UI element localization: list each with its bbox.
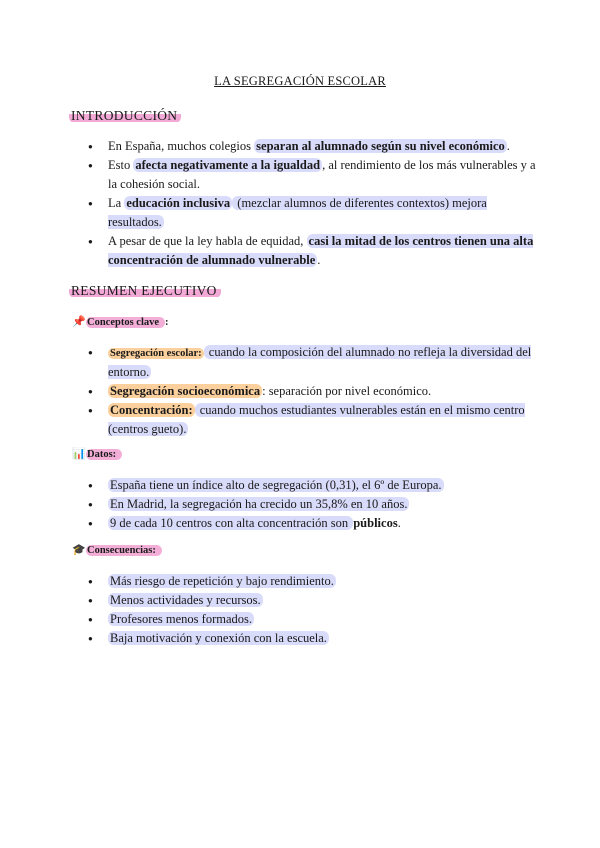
concept-term: Concentración: [110,403,193,417]
list-item [88,232,538,270]
consecuencias-label: Consecuencias: [86,545,162,556]
item-bold: separan al alumnado según su nivel económico [256,139,505,153]
consecuencias-subheading [72,543,162,556]
list-item [88,514,538,533]
concept-text: cuando la composición del alumnado no refleja la diversidad del entorno. [108,345,532,379]
conceptos-colon: : [165,317,169,328]
graduation-cap-icon: 🎓 [72,544,86,556]
pushpin-icon: 📌 [72,316,86,328]
list-item [88,591,538,610]
item-text: Profesores menos formados. [110,612,252,626]
list-item [88,156,538,194]
list-item [88,343,538,382]
concept-term: Segregación socioeconómica [110,384,261,398]
resumen-heading [72,283,221,299]
item-text: Menos actividades y recursos. [110,593,261,607]
list-item [88,137,538,156]
item-text: . [317,253,321,267]
conceptos-subheading [72,315,169,328]
intro-heading-text: INTRODUCCIÓN [69,108,181,123]
item-text: En Madrid, la segregación ha crecido un 35,8% en 10 años. [110,497,408,511]
list-item [88,610,538,629]
item-bold: educación inclusiva [126,196,231,210]
resumen-heading-text: RESUMEN EJECUTIVO [69,283,221,298]
datos-list [88,476,538,533]
list-item [88,401,538,439]
list-item [88,495,538,514]
item-bold: afecta negativamente a la igualdad [135,158,321,172]
item-text: España tiene un índice alto de segregación (0,31), el 6º de Europa. [110,478,442,492]
concept-text: : separación por nivel económico. [262,384,432,398]
conceptos-list [88,343,538,439]
list-item [88,572,538,591]
intro-list [88,137,538,270]
item-text: . [397,516,401,530]
list-item [88,476,538,495]
list-item [88,382,538,401]
item-text: La [108,196,125,210]
consecuencias-list [88,572,538,648]
datos-label: Datos: [86,449,122,460]
intro-heading [72,108,181,124]
datos-subheading [72,447,122,460]
concept-term: Segregación escolar: [110,348,202,359]
item-text: (mezclar alumnos de diferentes contextos) mejora resultados. [108,196,487,229]
bar-chart-icon: 📊 [72,448,86,460]
item-text: Esto [108,158,134,172]
concept-text: cuando muchos estudiantes vulnerables están en el mismo centro (centros gueto). [108,403,525,436]
item-text: Más riesgo de repetición y bajo rendimiento. [110,574,334,588]
list-item [88,194,538,232]
item-bold: casi la mitad de los centros tienen una alta concentración de alumnado vulnerable [108,234,534,267]
item-text: A pesar de que la ley habla de equidad, [108,234,307,248]
conceptos-label: Conceptos clave [86,317,165,328]
item-text: En España, muchos colegios [108,139,255,153]
item-text: , al rendimiento de los más vulnerables y a la cohesión social. [108,158,536,191]
document-title: LA SEGREGACIÓN ESCOLAR [214,74,386,88]
list-item [88,629,538,648]
item-text: . [506,139,510,153]
item-text: Baja motivación y conexión con la escuela. [110,631,327,645]
item-bold: públicos [353,516,398,530]
item-text: 9 de cada 10 centros con alta concentración son [110,516,352,530]
